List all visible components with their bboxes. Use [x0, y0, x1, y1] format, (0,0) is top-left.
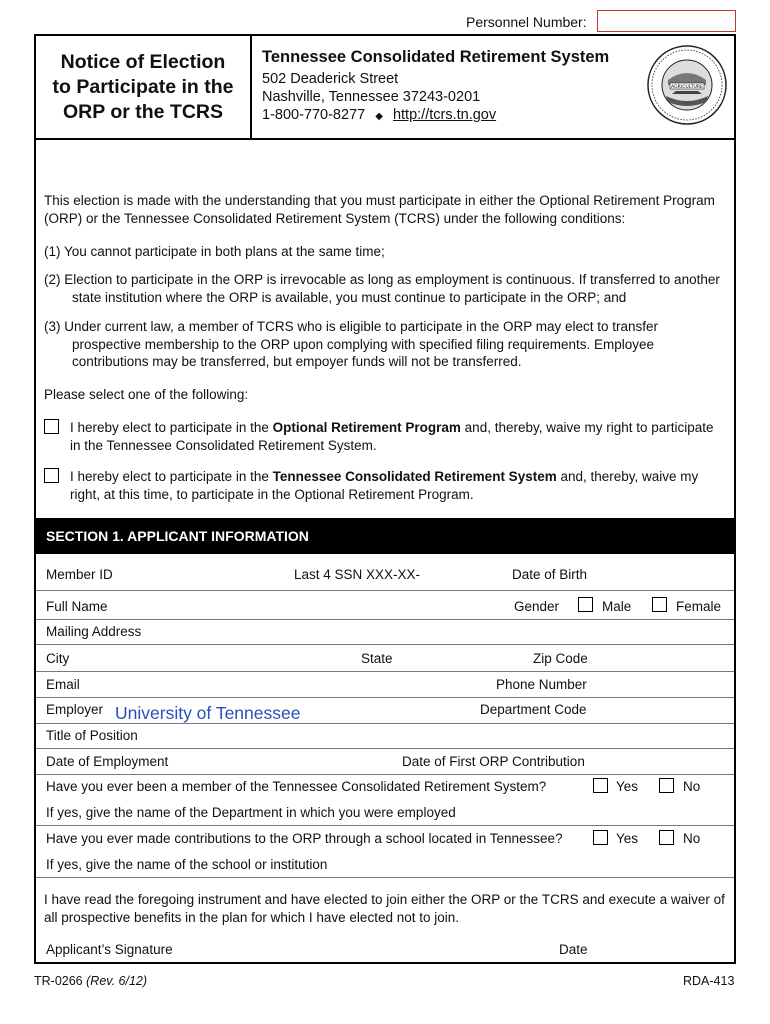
org-phone: 1-800-770-8277	[262, 107, 366, 123]
date-employment-label: Date of Employment	[46, 754, 169, 769]
select-prompt: Please select one of the following:	[44, 387, 249, 402]
q1-no-label: No	[683, 779, 701, 794]
option-tcrs-text: I hereby elect to participate in the Tennessee Consolidated Retirement System and, thereby, waive my right, at this time, to participate in the Optional Retirement Program.	[70, 469, 699, 502]
condition-1: (1) You cannot participate in both plans at the same time;	[44, 244, 385, 259]
employer-label: Employer	[46, 702, 104, 717]
q1-label: Have you ever been a member of the Tennessee Consolidated Retirement System?	[46, 779, 547, 794]
gender-label: Gender	[514, 599, 560, 614]
state-label: State	[361, 651, 393, 666]
condition-3: (3) Under current law, a member of TCRS who is eligible to participate in the ORP may elect to transfer prospective membership to the ORP upon complying with specified filing requirements. Employee contributions may be transferred, but empoyer funds will not be transferred.	[44, 319, 659, 369]
bullet-separator: ◆	[375, 111, 383, 122]
department-code-label: Department Code	[480, 702, 587, 717]
zip-label: Zip Code	[533, 651, 588, 666]
date-orp-label: Date of First ORP Contribution	[402, 754, 585, 769]
form-number: TR-0266 (Rev. 6/12)	[34, 974, 148, 988]
option-tcrs-checkbox[interactable]	[44, 468, 59, 483]
gender-male-label: Male	[602, 599, 632, 614]
title-position-label: Title of Position	[46, 728, 138, 743]
signature-label: Applicant’s Signature	[46, 942, 173, 957]
header-divider	[250, 36, 252, 138]
attestation-text: I have read the foregoing instrument and have elected to join either the ORP or the TCRS and execute a waiver of all prospective benefits in the plan for which I have elected not to join.	[44, 892, 725, 925]
employer-value[interactable]: University of Tennessee	[115, 703, 301, 723]
intro-text: This election is made with the understanding that you must participate in either the Optional Retirement Program (ORP) or the Tennessee Consolidated Retirement System (TCRS) under the following conditions:	[44, 193, 715, 226]
q1-followup-label: If yes, give the name of the Department in which you were employed	[46, 805, 456, 820]
org-website-link[interactable]: http://tcrs.tn.gov	[392, 107, 497, 123]
member-id-label: Member ID	[46, 567, 113, 582]
seal-motto: AGRICULTURE	[671, 85, 703, 90]
mailing-address-label: Mailing Address	[46, 624, 142, 639]
org-block	[262, 48, 609, 126]
section-1-header: SECTION 1. APPLICANT INFORMATION	[36, 518, 734, 554]
org-address-city: Nashville, Tennessee 37243-0201	[262, 89, 481, 105]
q2-no-label: No	[683, 831, 701, 846]
q1-no-checkbox[interactable]	[659, 778, 674, 793]
dob-label: Date of Birth	[512, 567, 588, 582]
q2-followup-label: If yes, give the name of the school or institution	[46, 857, 328, 872]
condition-2: (2) Election to participate in the ORP is irrevocable as long as employment is continuous. If transferred to another state institution where the ORP is available, you must continue to participate in the ORP; and	[44, 272, 720, 305]
form-code: RDA-413	[683, 974, 735, 988]
personnel-number-field[interactable]	[597, 10, 736, 32]
gender-female-label: Female	[676, 599, 722, 614]
full-name-label: Full Name	[46, 599, 108, 614]
org-address-street: 502 Deaderick Street	[262, 71, 399, 87]
org-name: Tennessee Consolidated Retirement System	[262, 48, 610, 66]
ssn-label: Last 4 SSN XXX-XX-	[294, 567, 421, 582]
gender-male-checkbox[interactable]	[578, 597, 593, 612]
phone-label: Phone Number	[496, 677, 587, 692]
header-separator	[36, 138, 734, 140]
q2-no-checkbox[interactable]	[659, 830, 674, 845]
signature-date-label: Date	[559, 942, 588, 957]
gender-female-checkbox[interactable]	[652, 597, 667, 612]
city-label: City	[46, 651, 70, 666]
email-label: Email	[46, 677, 80, 692]
personnel-number-label: Personnel Number:	[466, 14, 587, 30]
option-orp-text: I hereby elect to participate in the Optional Retirement Program and, thereby, waive my right to participate in the Tennessee Consolidated Retirement System.	[70, 420, 714, 453]
q2-yes-checkbox[interactable]	[593, 830, 608, 845]
state-seal-icon	[646, 44, 728, 126]
q1-yes-checkbox[interactable]	[593, 778, 608, 793]
form-title: Notice of Election to Participate in the ORP or the TCRS	[52, 51, 234, 123]
q1-yes-label: Yes	[616, 779, 639, 794]
q2-yes-label: Yes	[616, 831, 639, 846]
option-orp-checkbox[interactable]	[44, 419, 59, 434]
q2-label: Have you ever made contributions to the ORP through a school located in Tennessee?	[46, 831, 563, 846]
